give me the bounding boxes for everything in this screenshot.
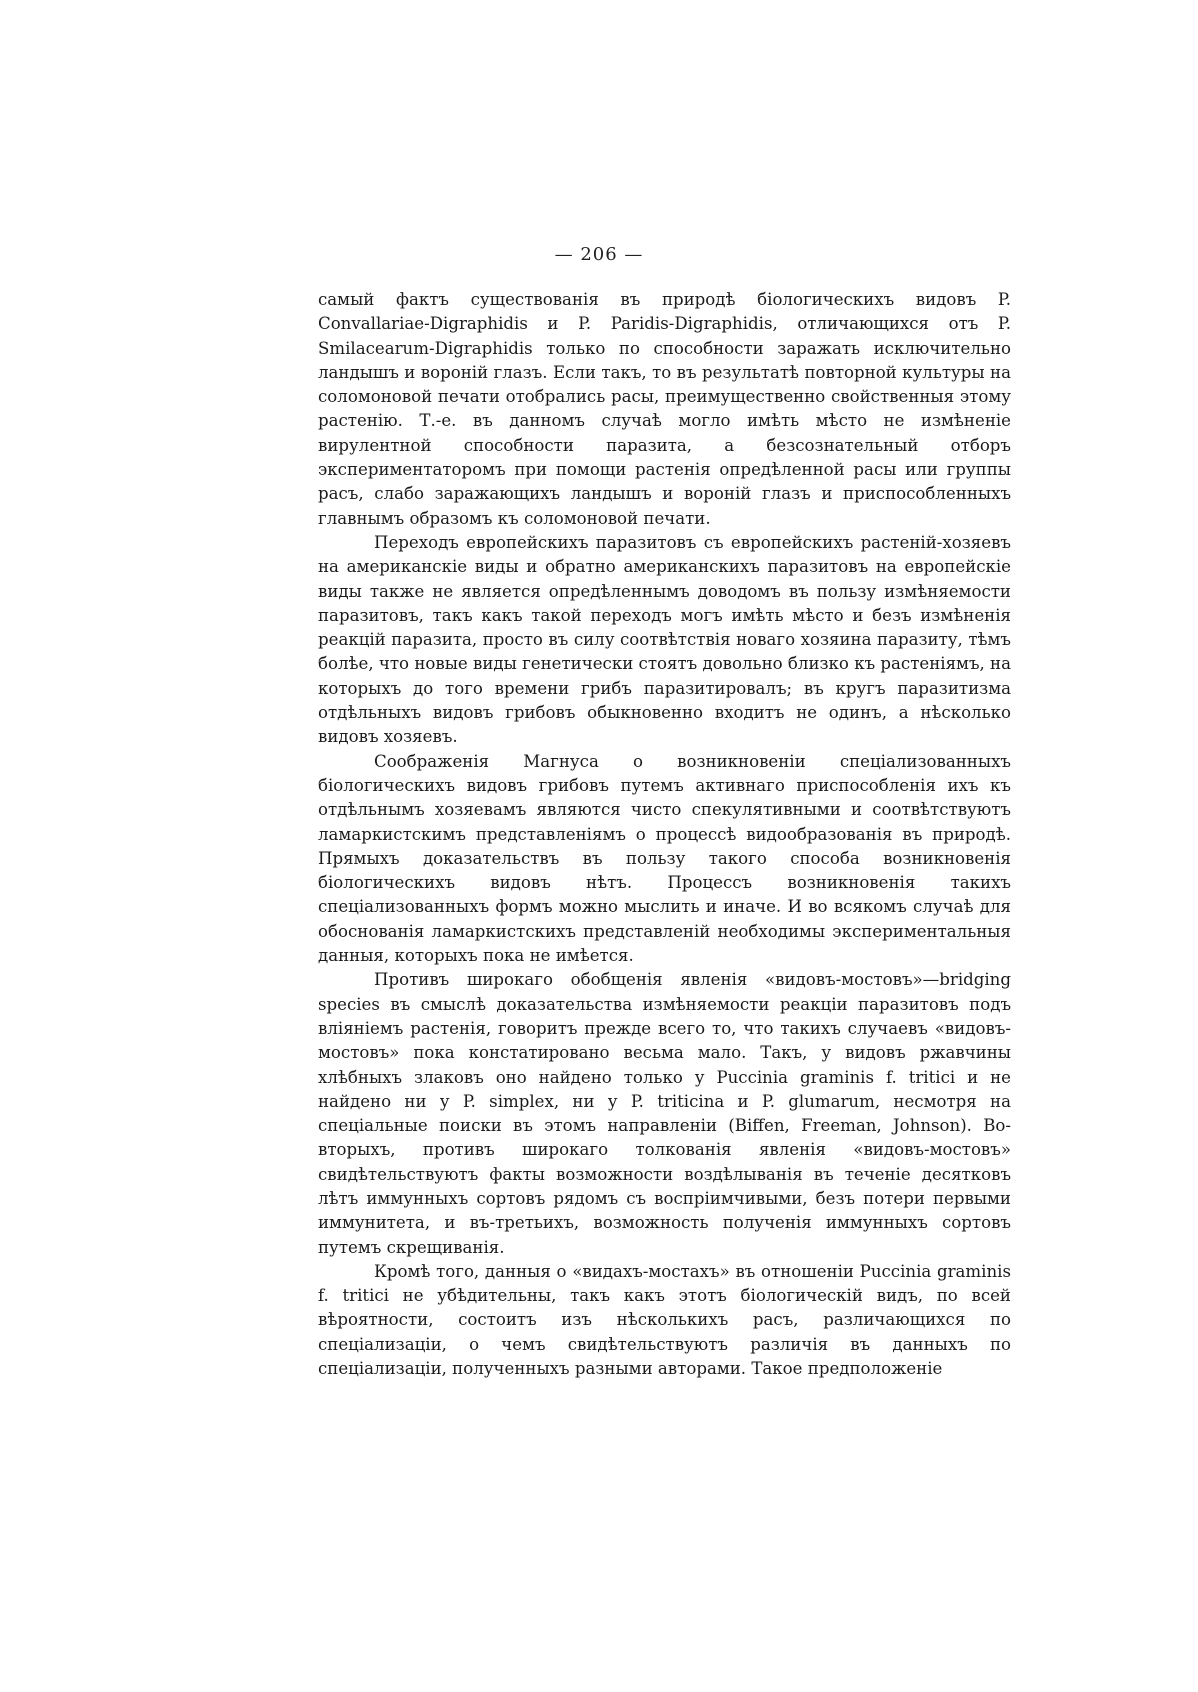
body-text [318,288,1011,1381]
paragraph: Кромѣ того, данныя о «видахъ-мостахъ» въ отношеніи Puccinia graminis f. tritici не убѣдительны, такъ какъ этотъ біологическій видъ, по всей вѣроятности, состоитъ изъ нѣсколькихъ расъ, различающихся по спеціализаціи, о чемъ свидѣтельствуютъ различія въ данныхъ по спеціализаціи, полученныхъ разными авторами. Такое предположеніе [318,1261,1011,1379]
page-number: — 206 — [554,244,644,265]
paragraph: самый фактъ существованія въ природѣ біологическихъ видовъ P. Convallariae-Digraphidis и P. Paridis-Digraphidis, отличающихся отъ P. Smilacearum-Digraphidis только по способности заражать исключительно ландышъ и вороній глазъ. Если такъ, то въ результатѣ повторной культуры на соломоновой печати отобрались расы, преимущественно свойственныя этому растенію. Т.-е. въ данномъ случаѣ могло имѣть мѣсто не измѣненіе вирулентной способности паразита, а безсознательный отборъ экспериментаторомъ при помощи растенія опредѣленной расы или группы расъ, слабо заражающихъ ландышъ и вороній глазъ и приспособленныхъ главнымъ образомъ къ соломоновой печати. [318,290,1011,528]
paragraph: Переходъ европейскихъ паразитовъ съ европейскихъ растеній-хозяевъ на американскіе виды и обратно американскихъ паразитовъ на европейскіе виды также не является опредѣленнымъ доводомъ въ пользу измѣняемости паразитовъ, такъ какъ такой переходъ могъ имѣть мѣсто и безъ измѣненія реакцій паразита, просто въ силу соотвѣтствія новаго хозяина паразиту, тѣмъ болѣе, что новые виды генетически стоятъ довольно близко къ растеніямъ, на которыхъ до того времени грибъ паразитировалъ; въ кругъ паразитизма отдѣльныхъ видовъ грибовъ обыкновенно входитъ не одинъ, а нѣсколько видовъ хозяевъ. [318,532,1012,747]
paragraph: Противъ широкаго обобщенія явленія «видовъ-мостовъ»—bridging species въ смыслѣ доказательства измѣняемости реакціи паразитовъ подъ вліяніемъ растенія, говоритъ прежде всего то, что такихъ случаевъ «видовъ-мостовъ» пока констатировано весьма мало. Такъ, у видовъ ржавчины хлѣбныхъ злаковъ оно найдено только у Puccinia graminis f. tritici и не найдено ни у P. simplex, ни у P. triticina и P. glumarum, несмотря на спеціальные поиски въ этомъ направленіи (Biffen, Freeman, Johnson). Во-вторыхъ, противъ широкаго толкованія явленія «видовъ-мостовъ» свидѣтельствуютъ факты возможности воздѣлыванія въ теченіе десятковъ лѣтъ иммунныхъ сортовъ рядомъ съ воспріимчивыми, безъ потери первыми иммунитета, и въ-третьихъ, возможность полученія иммунныхъ сортовъ путемъ скрещиванія. [318,970,1011,1257]
paragraph: Соображенія Магнуса о возникновеніи спеціализованныхъ біологическихъ видовъ грибовъ путемъ активнаго приспособленія ихъ къ отдѣльнымъ хозяевамъ являются чисто спекулятивными и соотвѣтствуютъ ламаркистскимъ представленіямъ о процессѣ видообразованія въ природѣ. Прямыхъ доказательствъ въ пользу такого способа возникновенія біологическихъ видовъ нѣтъ. Процессъ возникновенія такихъ спеціализованныхъ формъ можно мыслить и иначе. И во всякомъ случаѣ для обоснованія ламаркистскихъ представленій необходимы экспериментальныя данныя, которыхъ пока не имѣется. [318,751,1011,966]
